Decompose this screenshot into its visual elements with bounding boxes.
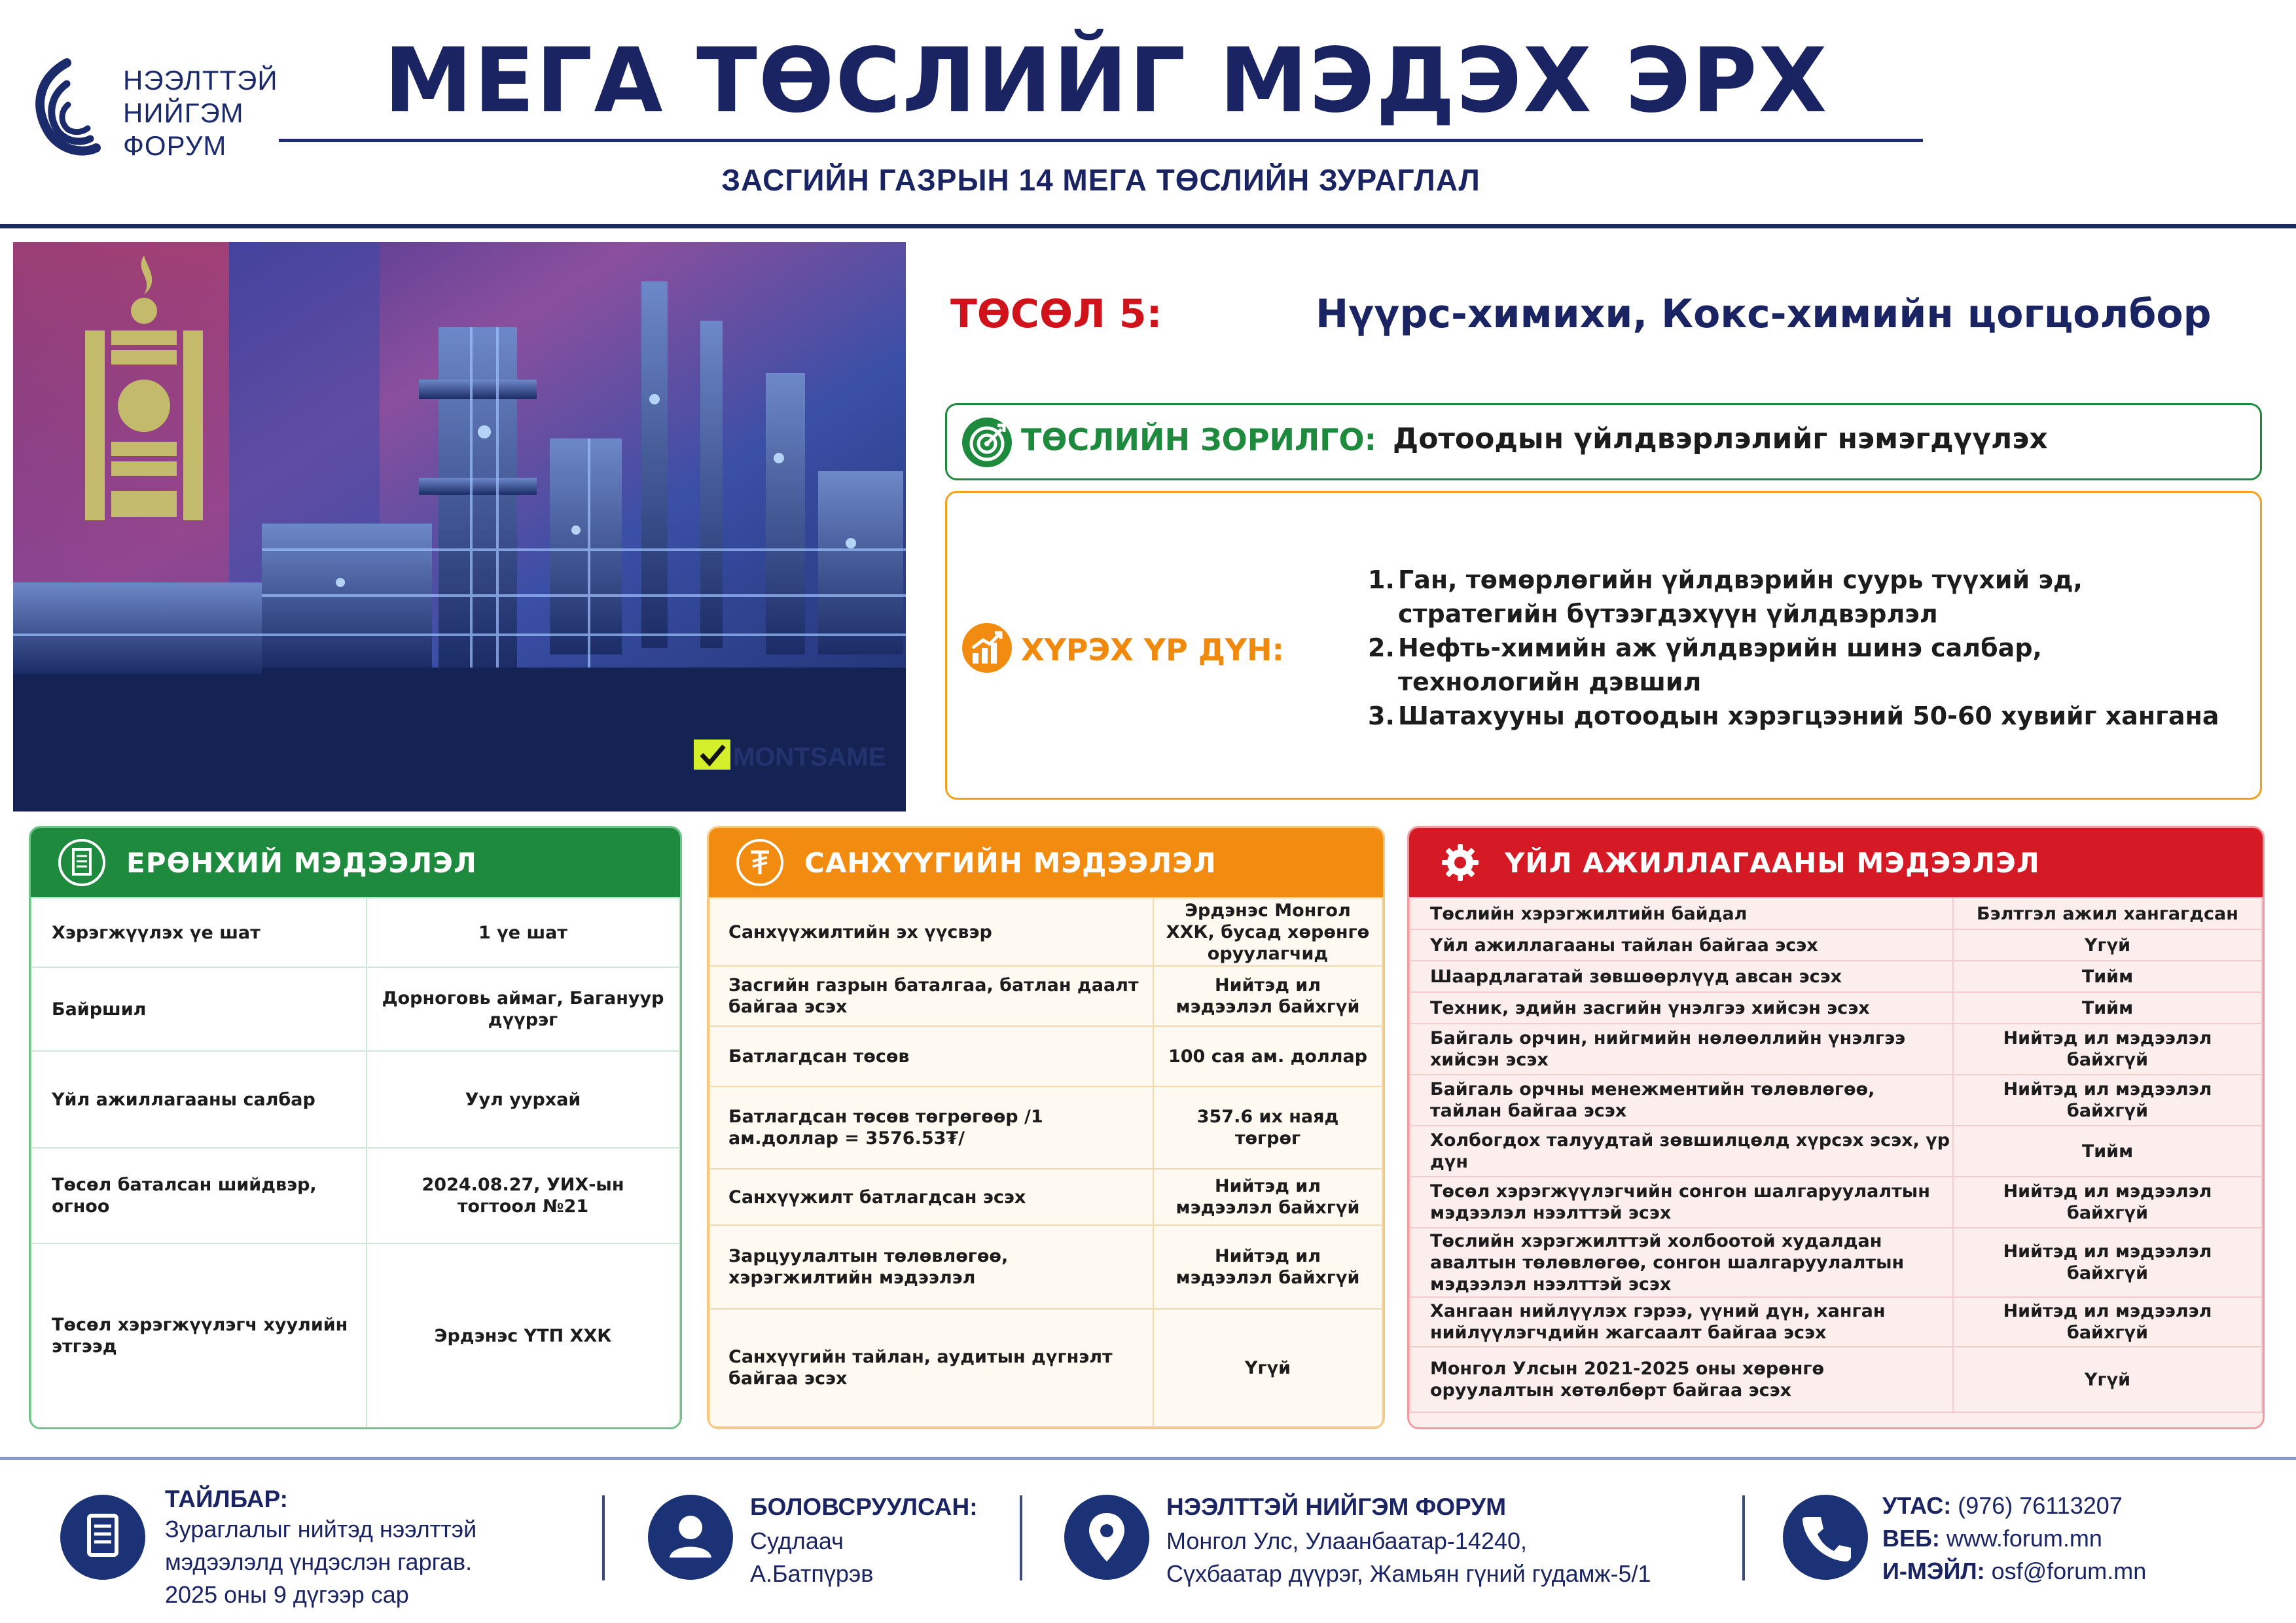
finance-info-table	[709, 897, 1383, 1427]
row-label: Батлагдсан төсөв төгрөгөөр /1 ам.доллар = 3576.53₮/	[709, 1086, 1153, 1169]
phone-line	[1882, 1489, 2146, 1522]
table-row	[1410, 898, 2262, 929]
table-row	[1410, 1297, 2262, 1347]
org-name-line: НИЙГЭМ	[123, 98, 244, 128]
row-value: Уул уурхай	[367, 1051, 679, 1148]
row-label: Техник, эдийн засгийн үнэлгээ хийсэн эсэх	[1410, 992, 1953, 1024]
row-label: Батлагдсан төсөв	[709, 1026, 1153, 1086]
row-value: Нийтэд ил мэдээлэл байхгүй	[1953, 1228, 2262, 1297]
tugrik-coin-icon	[735, 838, 785, 887]
row-label: Санхүүжилт батлагдсан эсэх	[709, 1169, 1153, 1225]
finance-info-header	[709, 828, 1383, 897]
row-value: Эрдэнэс ҮТП ХХК	[367, 1243, 679, 1428]
table-row	[31, 898, 679, 967]
address-line: Сүхбаатар дүүрэг, Жамьян гүний гудамж-5/1	[1166, 1560, 1651, 1587]
project-photo	[13, 242, 906, 812]
table-row	[1410, 1177, 2262, 1228]
footer-separator	[1020, 1495, 1022, 1580]
page-title: МЕГА ТӨСЛИЙГ МЭДЭХ ЭРХ	[384, 29, 1829, 133]
result-item-number: 3.	[1368, 702, 1395, 730]
row-value: 1 үе шат	[367, 898, 679, 967]
table-row	[1410, 1228, 2262, 1297]
row-value: Үгүй	[1953, 1347, 2262, 1412]
table-row	[1410, 929, 2262, 961]
row-label: Үйл ажиллагааны тайлан байгаа эсэх	[1410, 929, 1953, 961]
footer-separator	[602, 1495, 605, 1580]
result-item-number: 2.	[1368, 633, 1395, 662]
row-value: Тийм	[1953, 1126, 2262, 1177]
row-label: Байршил	[31, 967, 367, 1051]
table-row	[1410, 992, 2262, 1024]
table-row	[709, 1086, 1382, 1169]
row-value: Нийтэд ил мэдээлэл байхгүй	[1153, 1225, 1382, 1309]
table-row	[1410, 1024, 2262, 1075]
row-value: Эрдэнэс Монгол ХХК, бусад хөрөнгө оруулагчид	[1153, 898, 1382, 966]
row-label: Засгийн газрын баталгаа, батлан даалт байгаа эсэх	[709, 966, 1153, 1026]
results-label: ХҮРЭХ ҮР ДҮН:	[1021, 632, 1284, 668]
row-label: Шаардлагатай зөвшөөрлүүд авсан эсэх	[1410, 961, 1953, 992]
row-label: Төсөл хэрэгжүүлэгч хуулийн этгээд	[31, 1243, 367, 1428]
author-line: А.Батпүрэв	[750, 1560, 874, 1587]
finance-info-title: САНХҮҮГИЙН МЭДЭЭЛЭЛ	[804, 846, 1217, 879]
target-icon	[961, 416, 1013, 469]
operations-info-header	[1409, 828, 2263, 897]
row-value: 357.6 их наяд төгрөг	[1153, 1086, 1382, 1169]
row-label: Үйл ажиллагааны салбар	[31, 1051, 367, 1148]
table-row	[709, 1169, 1382, 1225]
row-label: Төслийн хэрэгжилтийн байдал	[1410, 898, 1953, 929]
row-label: Хангаан нийлүүлэх гэрээ, үүний дүн, ханган нийлүүлэгчдийн жагсаалт байгаа эсэх	[1410, 1297, 1953, 1347]
row-value: Нийтэд ил мэдээлэл байхгүй	[1153, 966, 1382, 1026]
row-value: 100 сая ам. доллар	[1153, 1026, 1382, 1086]
row-value: Үгүй	[1153, 1309, 1382, 1427]
author-title: БОЛОВСРУУЛСАН:	[750, 1493, 978, 1520]
page-subtitle: ЗАСГИЙН ГАЗРЫН 14 МЕГА ТӨСЛИЙН ЗУРАГЛАЛ	[721, 163, 1480, 197]
row-value: Нийтэд ил мэдээлэл байхгүй	[1953, 1177, 2262, 1228]
row-label: Хэрэгжүүлэх үе шат	[31, 898, 367, 967]
author-line: Судлаач	[750, 1527, 844, 1554]
document-icon	[60, 1495, 145, 1580]
note-line: 2025 оны 9 дүгээр сар	[165, 1581, 409, 1608]
row-value: Тийм	[1953, 961, 2262, 992]
operations-info-title: ҮЙЛ АЖИЛЛАГААНЫ МЭДЭЭЛЭЛ	[1505, 846, 2040, 879]
operations-info-panel	[1407, 826, 2265, 1429]
org-name-line: НЭЭЛТТЭЙ	[123, 65, 278, 96]
row-label: Монгол Улсын 2021-2025 оны хөрөнгө оруулалтын хөтөлбөрт байгаа эсэх	[1410, 1347, 1953, 1412]
row-value: Нийтэд ил мэдээлэл байхгүй	[1953, 1075, 2262, 1126]
forum-logo-icon	[27, 58, 106, 166]
results-list	[1368, 563, 2232, 733]
row-label: Санхүүгийн тайлан, аудитын дүгнэлт байгаа эсэх	[709, 1309, 1153, 1427]
row-label: Байгаль орчин, нийгмийн нөлөөллийн үнэлгээ хийсэн эсэх	[1410, 1024, 1953, 1075]
row-label: Төсөл хэрэгжүүлэгчийн сонгон шалгаруулалтын мэдээлэл нээлттэй эсэх	[1410, 1177, 1953, 1228]
document-icon	[57, 838, 107, 887]
user-icon	[648, 1495, 733, 1580]
general-info-header	[31, 828, 680, 897]
row-value: Нийтэд ил мэдээлэл байхгүй	[1153, 1169, 1382, 1225]
general-info-panel	[29, 826, 682, 1429]
result-item	[1368, 631, 2232, 699]
table-row	[1410, 1126, 2262, 1177]
table-row	[31, 1148, 679, 1243]
web-link[interactable]: www.forum.mn	[1946, 1525, 2102, 1552]
row-value: Нийтэд ил мэдээлэл байхгүй	[1953, 1024, 2262, 1075]
operations-info-table	[1409, 897, 2263, 1413]
row-value: 2024.08.27, УИХ-ын тогтоол №21	[367, 1148, 679, 1243]
org-name	[123, 64, 278, 162]
row-label: Төслийн хэрэгжилттэй холбоотой худалдан авалтын төлөвлөгөө, сонгон шалгаруулалтын мэдээлэл нээлттэй эсэх	[1410, 1228, 1953, 1297]
table-row	[31, 1243, 679, 1428]
gear-icon	[1435, 838, 1485, 887]
footer-divider	[0, 1457, 2296, 1460]
row-label: Санхүүжилтийн эх үүсвэр	[709, 898, 1153, 966]
project-name: Нүүрс-химихи, Кокс-химийн цогцолбор	[1316, 291, 2212, 337]
row-label: Төсөл баталсан шийдвэр, огноо	[31, 1148, 367, 1243]
result-item-text: Нефть-химийн аж үйлдвэрийн шинэ салбар, технологийн дэвшил	[1398, 633, 2042, 696]
table-row	[31, 967, 679, 1051]
row-label: Холбогдох талуудтай зөвшилцөлд хүрсэх эсэх, үр дүн	[1410, 1126, 1953, 1177]
table-row	[709, 898, 1382, 966]
photo-watermark: MONTSAME	[733, 743, 886, 772]
table-row	[1410, 1347, 2262, 1412]
row-value: Тийм	[1953, 992, 2262, 1024]
table-row	[709, 966, 1382, 1026]
table-row	[709, 1026, 1382, 1086]
contact-info	[1882, 1489, 2146, 1588]
note-line: мэдээлэлд үндэслэн гаргав.	[165, 1548, 473, 1575]
header-divider	[0, 224, 2296, 228]
note-title: ТАЙЛБАР:	[165, 1486, 288, 1512]
goal-label: ТӨСЛИЙН ЗОРИЛГО:	[1021, 422, 1376, 457]
result-item-text: Ган, төмөрлөгийн үйлдвэрийн суурь түүхий эд, стратегийн бүтээгдэхүүн үйлдвэрлэл	[1398, 565, 2083, 628]
phone-number: (976) 76113207	[1958, 1492, 2123, 1519]
org-name-line: ФОРУМ	[123, 130, 227, 161]
project-number: ТӨСӨЛ 5:	[950, 291, 1162, 337]
finance-info-panel	[707, 826, 1385, 1429]
table-row	[709, 1225, 1382, 1309]
email-label: И-МЭЙЛ:	[1882, 1558, 1985, 1584]
email-link[interactable]: osf@forum.mn	[1991, 1558, 2147, 1584]
org-title: НЭЭЛТТЭЙ НИЙГЭМ ФОРУМ	[1166, 1493, 1507, 1520]
table-row	[1410, 961, 2262, 992]
general-info-title: ЕРӨНХИЙ МЭДЭЭЛЭЛ	[126, 846, 477, 879]
location-pin-icon	[1064, 1495, 1149, 1580]
row-value: Бэлтгэл ажил хангагдсан	[1953, 898, 2262, 929]
result-item	[1368, 563, 2232, 631]
result-item	[1368, 699, 2232, 733]
table-row	[709, 1309, 1382, 1427]
row-label: Зарцуулалтын төлөвлөгөө, хэрэгжилтийн мэдээлэл	[709, 1225, 1153, 1309]
general-info-table	[31, 897, 680, 1429]
web-line	[1882, 1522, 2146, 1555]
row-label: Байгаль орчны менежментийн төлөвлөгөө, тайлан байгаа эсэх	[1410, 1075, 1953, 1126]
result-item-number: 1.	[1368, 565, 1395, 594]
phone-label: УТАС:	[1882, 1492, 1952, 1519]
goal-text: Дотоодын үйлдвэрлэлийг нэмэгдүүлэх	[1393, 422, 2048, 455]
address-line: Монгол Улс, Улаанбаатар-14240,	[1166, 1527, 1528, 1554]
org-address	[1166, 1525, 1651, 1590]
email-line	[1882, 1555, 2146, 1588]
result-item-text: Шатахууны дотоодын хэрэгцээний 50-60 хувийг хангана	[1398, 702, 2219, 730]
phone-icon	[1783, 1495, 1868, 1580]
growth-chart-icon	[961, 622, 1013, 674]
web-label: ВЕБ:	[1882, 1525, 1940, 1552]
note-text	[165, 1513, 476, 1611]
row-value: Нийтэд ил мэдээлэл байхгүй	[1953, 1297, 2262, 1347]
author-text	[750, 1525, 873, 1590]
note-line: Зураглалыг нийтэд нээлттэй	[165, 1516, 477, 1543]
table-row	[1410, 1075, 2262, 1126]
row-value: Үгүй	[1953, 929, 2262, 961]
table-row	[31, 1051, 679, 1148]
title-divider	[279, 139, 1923, 142]
row-value: Дорноговь аймаг, Багануур дүүрэг	[367, 967, 679, 1051]
footer-separator	[1742, 1495, 1745, 1580]
